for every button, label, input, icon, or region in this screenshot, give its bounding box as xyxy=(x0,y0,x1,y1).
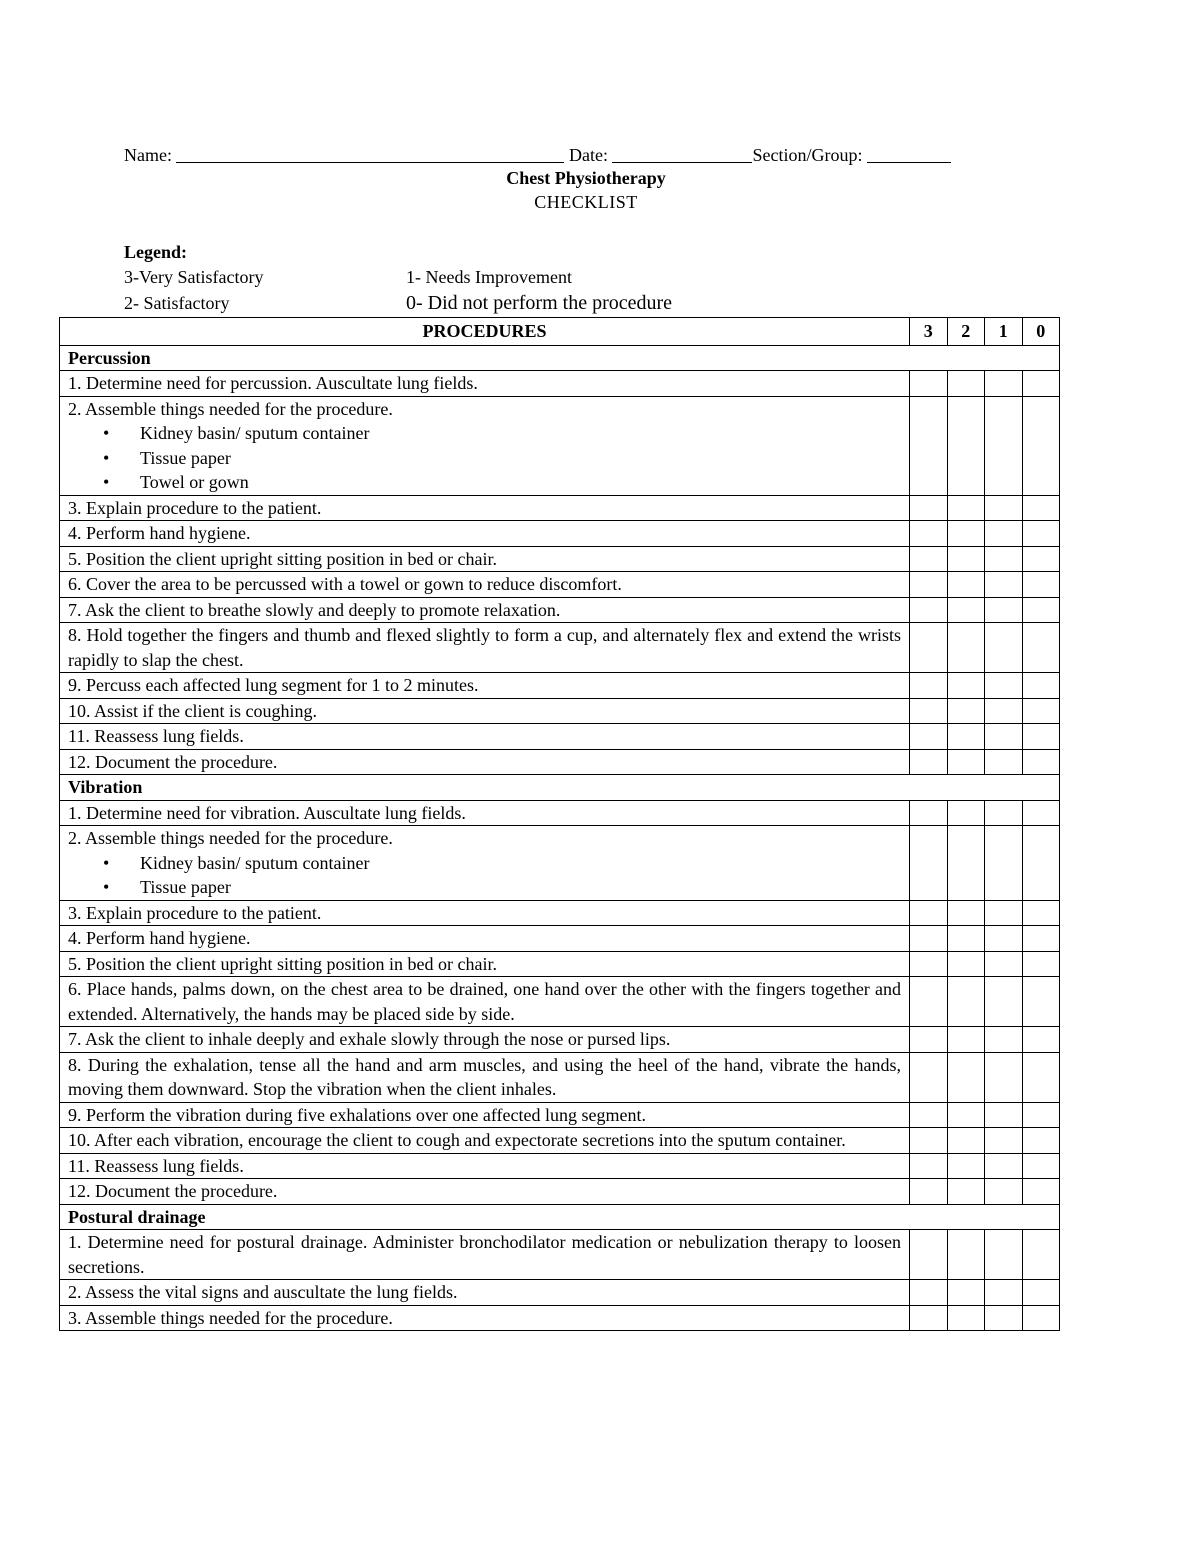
table-row xyxy=(60,495,1060,521)
procedure-step xyxy=(60,826,910,901)
score-cell-1[interactable] xyxy=(985,597,1023,623)
score-cell-0[interactable] xyxy=(1022,521,1060,547)
procedure-step xyxy=(60,623,910,673)
procedure-step xyxy=(60,597,910,623)
score-cell-1[interactable] xyxy=(985,521,1023,547)
table-row xyxy=(60,1280,1060,1306)
score-cell-2[interactable] xyxy=(947,673,985,699)
table-row xyxy=(60,1153,1060,1179)
score-cell-2[interactable] xyxy=(947,1027,985,1053)
step-text: 5. Position the client upright sitting position in bed or chair. xyxy=(68,548,497,569)
score-cell-1[interactable] xyxy=(985,800,1023,826)
date-label: Date: xyxy=(568,145,608,165)
table-row xyxy=(60,546,1060,572)
score-cell-0[interactable] xyxy=(1022,826,1060,901)
step-text: 4. Perform hand hygiene. xyxy=(68,928,251,948)
score-cell-3[interactable] xyxy=(910,1280,948,1306)
table-row xyxy=(60,673,1060,699)
table-row xyxy=(60,800,1060,826)
score-cell-0[interactable] xyxy=(1022,495,1060,521)
score-cell-1[interactable] xyxy=(985,495,1023,521)
score-cell-1[interactable] xyxy=(985,749,1023,775)
table-row xyxy=(60,724,1060,750)
score-cell-3[interactable] xyxy=(910,1052,948,1102)
score-cell-1[interactable] xyxy=(985,977,1023,1027)
legend-item: 2- Satisfactory xyxy=(124,293,230,313)
score-cell-1[interactable] xyxy=(985,1102,1023,1128)
score-cell-3[interactable] xyxy=(910,521,948,547)
procedure-step xyxy=(60,900,910,926)
score-cell-1[interactable] xyxy=(985,546,1023,572)
score-cell-0[interactable] xyxy=(1022,1128,1060,1154)
table-row xyxy=(60,698,1060,724)
score-cell-2[interactable] xyxy=(947,951,985,977)
score-cell-2[interactable] xyxy=(947,800,985,826)
score-cell-3[interactable] xyxy=(910,698,948,724)
step-text: 2. Assemble things needed for the procedure. xyxy=(68,398,393,419)
bullet-text: Towel or gown xyxy=(140,472,249,492)
table-row xyxy=(60,1128,1060,1154)
legend-heading: Legend: xyxy=(124,242,187,262)
score-cell-3[interactable] xyxy=(910,1128,948,1154)
legend-item: 1- Needs Improvement xyxy=(406,267,572,287)
score-cell-1[interactable] xyxy=(985,1230,1023,1280)
bullet-text: Kidney basin/ sputum container xyxy=(140,423,370,443)
score-cell-0[interactable] xyxy=(1022,977,1060,1027)
score-cell-2[interactable] xyxy=(947,1280,985,1306)
score-cell-0[interactable] xyxy=(1022,1153,1060,1179)
score-cell-2[interactable] xyxy=(947,1052,985,1102)
section-row xyxy=(60,775,1060,801)
table-row xyxy=(60,926,1060,952)
procedure-step xyxy=(60,1230,910,1280)
step-text: 8. Hold together the fingers and thumb and flexed slightly to form a cup, and alternately flex and extend the wrists rapidly to slap the chest. xyxy=(68,625,901,670)
score-cell-3[interactable] xyxy=(910,623,948,673)
score-cell-1[interactable] xyxy=(985,1027,1023,1053)
score-cell-3[interactable] xyxy=(910,1305,948,1331)
table-row xyxy=(60,1027,1060,1053)
table-row xyxy=(60,1230,1060,1280)
score-cell-3[interactable] xyxy=(910,396,948,495)
step-text: 7. Ask the client to inhale deeply and exhale slowly through the nose or pursed lips. xyxy=(68,1029,671,1049)
score-cell-2[interactable] xyxy=(947,371,985,397)
bullet-text: Tissue paper xyxy=(140,877,231,897)
table-row xyxy=(60,900,1060,926)
bullet-text: Kidney basin/ sputum container xyxy=(140,852,370,873)
student-info-line xyxy=(124,143,1024,167)
score-cell-3[interactable] xyxy=(910,1153,948,1179)
score-cell-0[interactable] xyxy=(1022,926,1060,952)
procedure-step xyxy=(60,800,910,826)
score-cell-0[interactable] xyxy=(1022,572,1060,598)
section-title: Percussion xyxy=(60,345,1060,371)
procedure-step xyxy=(60,1128,910,1154)
procedures-header: PROCEDURES xyxy=(60,318,910,346)
document-subtitle: CHECKLIST xyxy=(534,192,638,212)
step-text: 6. Place hands, palms down, on the chest area to be drained, one hand over the other with the fingers together and extended. Alternatively, the hands may be placed side by side. xyxy=(68,979,901,1024)
score-cell-3[interactable] xyxy=(910,951,948,977)
score-cell-3[interactable] xyxy=(910,800,948,826)
step-text: 3. Explain procedure to the patient. xyxy=(68,902,322,923)
score-cell-2[interactable] xyxy=(947,826,985,901)
bullet-item xyxy=(68,421,901,446)
score-cell-2[interactable] xyxy=(947,597,985,623)
procedure-step xyxy=(60,546,910,572)
score-cell-3[interactable] xyxy=(910,724,948,750)
procedure-step xyxy=(60,521,910,547)
score-cell-3[interactable] xyxy=(910,1027,948,1053)
score-cell-0[interactable] xyxy=(1022,673,1060,699)
score-cell-3[interactable] xyxy=(910,977,948,1027)
table-row xyxy=(60,826,1060,901)
score-cell-2[interactable] xyxy=(947,1102,985,1128)
step-text: 1. Determine need for postural drainage. Administer bronchodilator medication or nebulization therapy to loosen secretions. xyxy=(68,1232,901,1277)
score-cell-3[interactable] xyxy=(910,1230,948,1280)
score-header-2: 2 xyxy=(947,318,985,346)
step-text: 1. Determine need for vibration. Auscultate lung fields. xyxy=(68,802,466,823)
bullet-text: Tissue paper xyxy=(140,447,231,468)
score-cell-3[interactable] xyxy=(910,597,948,623)
score-cell-0[interactable] xyxy=(1022,371,1060,397)
score-cell-3[interactable] xyxy=(910,826,948,901)
score-cell-1[interactable] xyxy=(985,926,1023,952)
table-row xyxy=(60,1179,1060,1205)
score-cell-1[interactable] xyxy=(985,698,1023,724)
score-cell-0[interactable] xyxy=(1022,951,1060,977)
score-cell-1[interactable] xyxy=(985,1128,1023,1154)
score-cell-2[interactable] xyxy=(947,900,985,926)
score-cell-2[interactable] xyxy=(947,1230,985,1280)
score-cell-1[interactable] xyxy=(985,396,1023,495)
score-cell-0[interactable] xyxy=(1022,1230,1060,1280)
score-cell-3[interactable] xyxy=(910,1102,948,1128)
score-cell-3[interactable] xyxy=(910,1179,948,1205)
step-text: 10. Assist if the client is coughing. xyxy=(68,700,317,721)
score-cell-1[interactable] xyxy=(985,371,1023,397)
step-text: 6. Cover the area to be percussed with a towel or gown to reduce discomfort. xyxy=(68,574,622,594)
step-text: 11. Reassess lung fields. xyxy=(68,726,244,746)
table-row xyxy=(60,572,1060,598)
procedure-step xyxy=(60,1102,910,1128)
step-text: 8. During the exhalation, tense all the hand and arm muscles, and using the heel of the hand, vibrate the hands, moving them downward. Stop the vibration when the client inhales. xyxy=(68,1054,901,1099)
score-cell-2[interactable] xyxy=(947,546,985,572)
procedure-step xyxy=(60,572,910,598)
section-row xyxy=(60,1204,1060,1230)
procedure-step xyxy=(60,371,910,397)
procedure-step xyxy=(60,1179,910,1205)
score-cell-0[interactable] xyxy=(1022,800,1060,826)
procedure-step xyxy=(60,673,910,699)
step-text: 3. Explain procedure to the patient. xyxy=(68,497,322,518)
table-row xyxy=(60,1102,1060,1128)
score-cell-3[interactable] xyxy=(910,495,948,521)
section-title: Vibration xyxy=(60,775,1060,801)
score-cell-3[interactable] xyxy=(910,673,948,699)
score-cell-2[interactable] xyxy=(947,521,985,547)
step-text: 2. Assess the vital signs and auscultate the lung fields. xyxy=(68,1282,458,1302)
score-cell-0[interactable] xyxy=(1022,546,1060,572)
score-cell-0[interactable] xyxy=(1022,1305,1060,1331)
score-cell-2[interactable] xyxy=(947,623,985,673)
score-cell-1[interactable] xyxy=(985,951,1023,977)
score-cell-1[interactable] xyxy=(985,572,1023,598)
procedure-step xyxy=(60,396,910,495)
score-cell-3[interactable] xyxy=(910,572,948,598)
table-row xyxy=(60,977,1060,1027)
section-row xyxy=(60,345,1060,371)
table-row xyxy=(60,623,1060,673)
score-cell-0[interactable] xyxy=(1022,1027,1060,1053)
score-cell-2[interactable] xyxy=(947,749,985,775)
section-group-field[interactable] xyxy=(867,144,951,163)
score-cell-2[interactable] xyxy=(947,495,985,521)
score-header-3: 3 xyxy=(910,318,948,346)
score-cell-0[interactable] xyxy=(1022,724,1060,750)
score-cell-1[interactable] xyxy=(985,623,1023,673)
step-text: 3. Assemble things needed for the procedure. xyxy=(68,1307,393,1328)
score-cell-1[interactable] xyxy=(985,1305,1023,1331)
procedure-step xyxy=(60,749,910,775)
procedure-step xyxy=(60,1305,910,1331)
score-cell-1[interactable] xyxy=(985,1153,1023,1179)
score-header-1: 1 xyxy=(985,318,1023,346)
step-text: 11. Reassess lung fields. xyxy=(68,1155,244,1176)
score-cell-0[interactable] xyxy=(1022,698,1060,724)
procedure-step xyxy=(60,1280,910,1306)
score-cell-2[interactable] xyxy=(947,572,985,598)
name-label: Name: xyxy=(124,145,172,165)
score-cell-0[interactable] xyxy=(1022,396,1060,495)
score-cell-0[interactable] xyxy=(1022,900,1060,926)
score-cell-0[interactable] xyxy=(1022,1102,1060,1128)
score-cell-2[interactable] xyxy=(947,977,985,1027)
score-cell-3[interactable] xyxy=(910,926,948,952)
procedure-step xyxy=(60,724,910,750)
score-header-0: 0 xyxy=(1022,318,1060,346)
score-cell-3[interactable] xyxy=(910,749,948,775)
procedure-step xyxy=(60,926,910,952)
score-cell-2[interactable] xyxy=(947,1305,985,1331)
date-field[interactable] xyxy=(612,144,752,163)
score-cell-1[interactable] xyxy=(985,826,1023,901)
document-title: Chest Physiotherapy xyxy=(506,168,666,188)
table-row xyxy=(60,371,1060,397)
score-cell-0[interactable] xyxy=(1022,623,1060,673)
score-cell-1[interactable] xyxy=(985,673,1023,699)
procedure-step xyxy=(60,977,910,1027)
step-text: 5. Position the client upright sitting position in bed or chair. xyxy=(68,953,497,974)
procedure-step xyxy=(60,951,910,977)
score-cell-2[interactable] xyxy=(947,926,985,952)
table-row xyxy=(60,1052,1060,1102)
score-cell-2[interactable] xyxy=(947,1153,985,1179)
score-cell-1[interactable] xyxy=(985,1280,1023,1306)
score-cell-1[interactable] xyxy=(985,1052,1023,1102)
table-row xyxy=(60,951,1060,977)
step-text: 4. Perform hand hygiene. xyxy=(68,523,251,543)
bullet-item xyxy=(68,470,901,495)
legend-item: 3-Very Satisfactory xyxy=(124,267,264,287)
procedure-step xyxy=(60,1027,910,1053)
table-row xyxy=(60,749,1060,775)
table-header-row xyxy=(60,318,1060,346)
step-text: 10. After each vibration, encourage the client to cough and expectorate secretions into the sputum container. xyxy=(68,1130,846,1150)
bullet-item xyxy=(68,875,901,900)
score-cell-2[interactable] xyxy=(947,698,985,724)
score-cell-0[interactable] xyxy=(1022,597,1060,623)
score-cell-1[interactable] xyxy=(985,900,1023,926)
step-text: 7. Ask the client to breathe slowly and deeply to promote relaxation. xyxy=(68,599,561,620)
score-cell-1[interactable] xyxy=(985,724,1023,750)
bullet-item xyxy=(68,446,901,471)
score-cell-2[interactable] xyxy=(947,396,985,495)
section-title: Postural drainage xyxy=(60,1204,1060,1230)
procedure-step xyxy=(60,698,910,724)
step-text: 12. Document the procedure. xyxy=(68,751,278,772)
score-cell-0[interactable] xyxy=(1022,749,1060,775)
step-text: 9. Perform the vibration during five exhalations over one affected lung segment. xyxy=(68,1104,646,1125)
procedure-step xyxy=(60,1153,910,1179)
step-text: 2. Assemble things needed for the procedure. xyxy=(68,828,393,848)
score-cell-0[interactable] xyxy=(1022,1280,1060,1306)
score-cell-2[interactable] xyxy=(947,1128,985,1154)
score-cell-3[interactable] xyxy=(910,546,948,572)
score-cell-2[interactable] xyxy=(947,1179,985,1205)
procedure-step xyxy=(60,495,910,521)
score-cell-3[interactable] xyxy=(910,371,948,397)
score-cell-0[interactable] xyxy=(1022,1179,1060,1205)
procedure-step xyxy=(60,1052,910,1102)
table-row xyxy=(60,521,1060,547)
bullet-item xyxy=(68,851,901,876)
table-row xyxy=(60,396,1060,495)
section-group-label: Section/Group: xyxy=(752,145,863,165)
score-cell-0[interactable] xyxy=(1022,1052,1060,1102)
table-row xyxy=(60,1305,1060,1331)
procedures-table xyxy=(59,317,1060,1331)
name-field[interactable] xyxy=(176,144,564,163)
score-cell-2[interactable] xyxy=(947,724,985,750)
step-text: 12. Document the procedure. xyxy=(68,1181,278,1201)
legend-item: 0- Did not perform the procedure xyxy=(406,292,673,314)
step-text: 1. Determine need for percussion. Auscultate lung fields. xyxy=(68,373,478,393)
score-cell-3[interactable] xyxy=(910,900,948,926)
step-text: 9. Percuss each affected lung segment for 1 to 2 minutes. xyxy=(68,675,479,695)
table-row xyxy=(60,597,1060,623)
score-cell-1[interactable] xyxy=(985,1179,1023,1205)
